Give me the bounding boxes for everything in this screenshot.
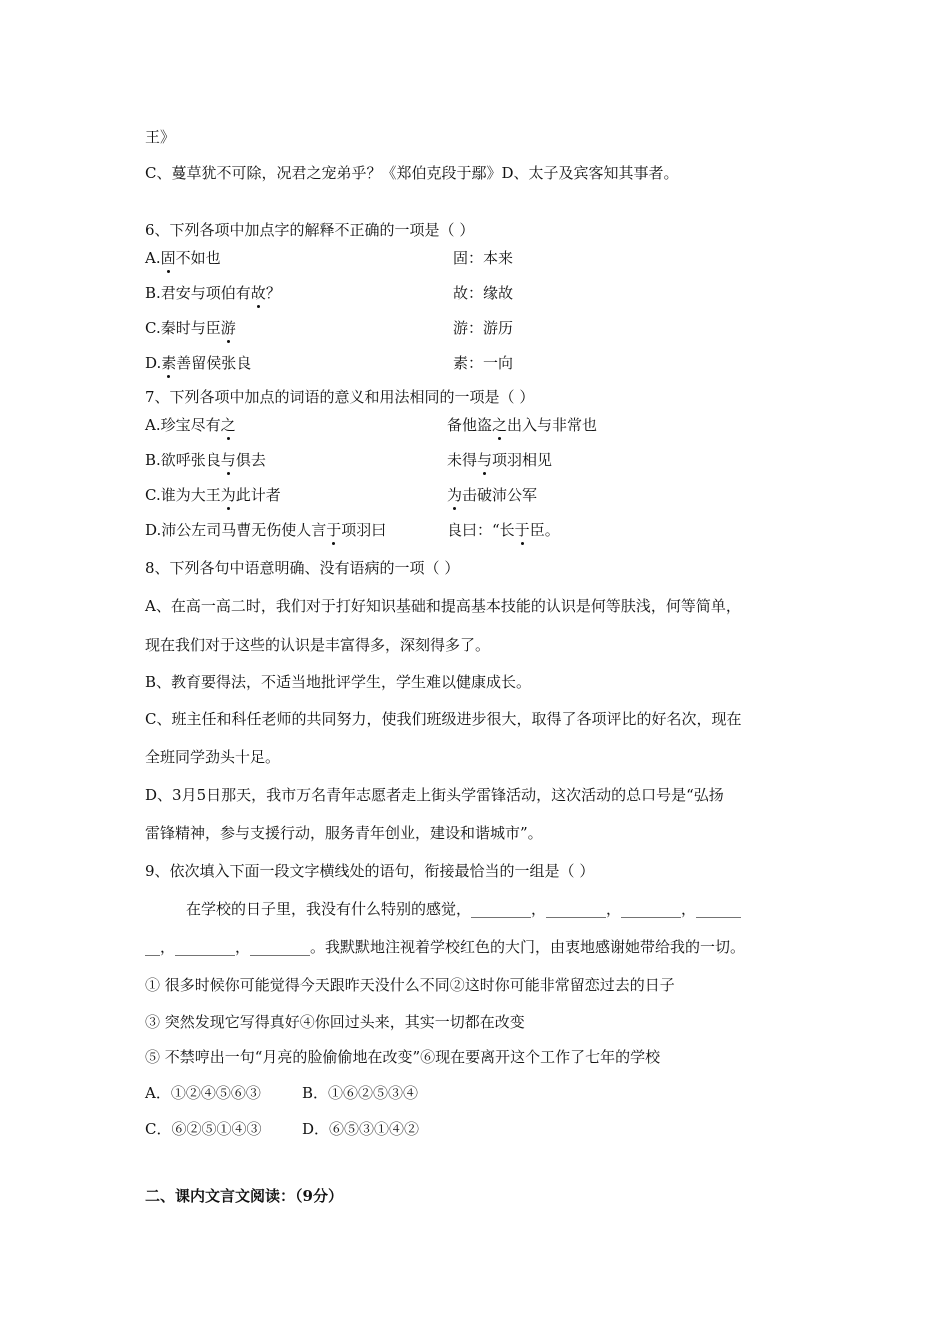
question-8-stem: 8、下列各句中语意明确、没有语病的一项（ ） <box>145 559 460 577</box>
q9-option-c: C．⑥②⑤①④③ <box>145 1120 262 1138</box>
q9-option-b: B．①⑥②⑤③④ <box>302 1084 419 1102</box>
q6-option-c: C.秦时与臣游 <box>145 319 236 337</box>
question-7-stem: 7、下列各项中加点的词语的意义和用法相同的一项是（ ） <box>145 388 535 406</box>
emphasis-dot-char: 于 <box>514 521 530 539</box>
emphasis-dot-char: 故 <box>250 284 266 302</box>
q6-option-c-explanation: 游：游历 <box>453 319 514 337</box>
q7-option-d-left: D.沛公左司马曹无伤使人言于项羽曰 <box>145 521 387 539</box>
q9-sentence-line: ⑤ 不禁哼出一句“月亮的脸偷偷地在改变”⑥现在要离开这个工作了七年的学校 <box>145 1048 661 1066</box>
q7-option-b-left: B.欲呼张良与俱去 <box>145 451 266 469</box>
emphasis-dot-char: 游 <box>220 319 236 337</box>
q6-option-a-explanation: 固：本来 <box>453 249 514 267</box>
q8-option-a: A、在高一高二时，我们对于打好知识基础和提高基本技能的认识是何等肤浅，何等简单， <box>145 597 741 615</box>
q9-option-d: D．⑥⑤③①④② <box>302 1120 420 1138</box>
q9-passage: 在学校的日子里，我没有什么特别的感觉，________，________，________，______ <box>186 900 742 918</box>
q9-sentence-line: ① 很多时候你可能觉得今天跟昨天没什么不同②这时你可能非常留恋过去的日子 <box>145 976 675 994</box>
q6-option-a: A.固不如也 <box>145 249 221 267</box>
section-heading: 二、课内文言文阅读：（9分） <box>145 1187 343 1205</box>
emphasis-dot-char: 与 <box>477 451 493 469</box>
text-line: 王》 <box>145 128 176 146</box>
emphasis-dot-char: 素 <box>161 354 177 372</box>
q8-option-a-cont: 现在我们对于这些的认识是丰富得多，深刻得多了。 <box>145 636 491 654</box>
q8-option-c-cont: 全班同学劲头十足。 <box>145 748 281 766</box>
emphasis-dot-char: 与 <box>220 451 236 469</box>
question-6-stem: 6、下列各项中加点字的解释不正确的一项是（ ） <box>145 221 475 239</box>
q9-option-a: A．①②④⑤⑥③ <box>145 1084 261 1102</box>
emphasis-dot-char: 为 <box>447 486 463 504</box>
emphasis-dot-char: 固 <box>160 249 176 267</box>
emphasis-dot-char: 于 <box>326 521 342 539</box>
q8-option-c: C、班主任和科任老师的共同努力，使我们班级进步很大，取得了各项评比的好名次，现在 <box>145 710 742 728</box>
q6-option-d-explanation: 素：一向 <box>453 354 514 372</box>
q7-option-b-right: 未得与项羽相见 <box>447 451 553 469</box>
q7-option-c-left: C.谁为大王为此计者 <box>145 486 281 504</box>
q6-option-d: D.素善留侯张良 <box>145 354 252 372</box>
q8-option-b: B、教育要得法，不适当地批评学生，学生难以健康成长。 <box>145 673 532 691</box>
text-line: C、蔓草犹不可除，况君之宠弟乎？《郑伯克段于鄢》D、太子及宾客知其事者。 <box>145 164 679 182</box>
q8-option-d-cont: 雷锋精神，参与支援行动，服务青年创业，建设和谐城市”。 <box>145 824 543 842</box>
q6-option-b: B.君安与项伯有故？ <box>145 284 281 302</box>
q7-option-d-right: 良曰：“长于臣。 <box>447 521 560 539</box>
q8-option-d: D、3月5日那天，我市万名青年志愿者走上街头学雷锋活动，这次活动的总口号是“弘扬 <box>145 786 724 804</box>
q7-option-a-right: 备他盗之出入与非常也 <box>447 416 598 434</box>
q9-sentence-line: ③ 突然发现它写得真好④你回过头来，其实一切都在改变 <box>145 1013 525 1031</box>
emphasis-dot-char: 之 <box>220 416 236 434</box>
q7-option-c-right: 为击破沛公军 <box>447 486 538 504</box>
q9-passage-cont: __，________，________。我默默地注视着学校红色的大门，由衷地感谢她带给我的一切。 <box>145 938 746 956</box>
question-9-stem: 9、依次填入下面一段文字横线处的语句，衔接最恰当的一组是（ ） <box>145 862 595 880</box>
q7-option-a-left: A.珍宝尽有之 <box>145 416 236 434</box>
emphasis-dot-char: 为 <box>220 486 236 504</box>
emphasis-dot-char: 之 <box>492 416 508 434</box>
q6-option-b-explanation: 故：缘故 <box>453 284 514 302</box>
